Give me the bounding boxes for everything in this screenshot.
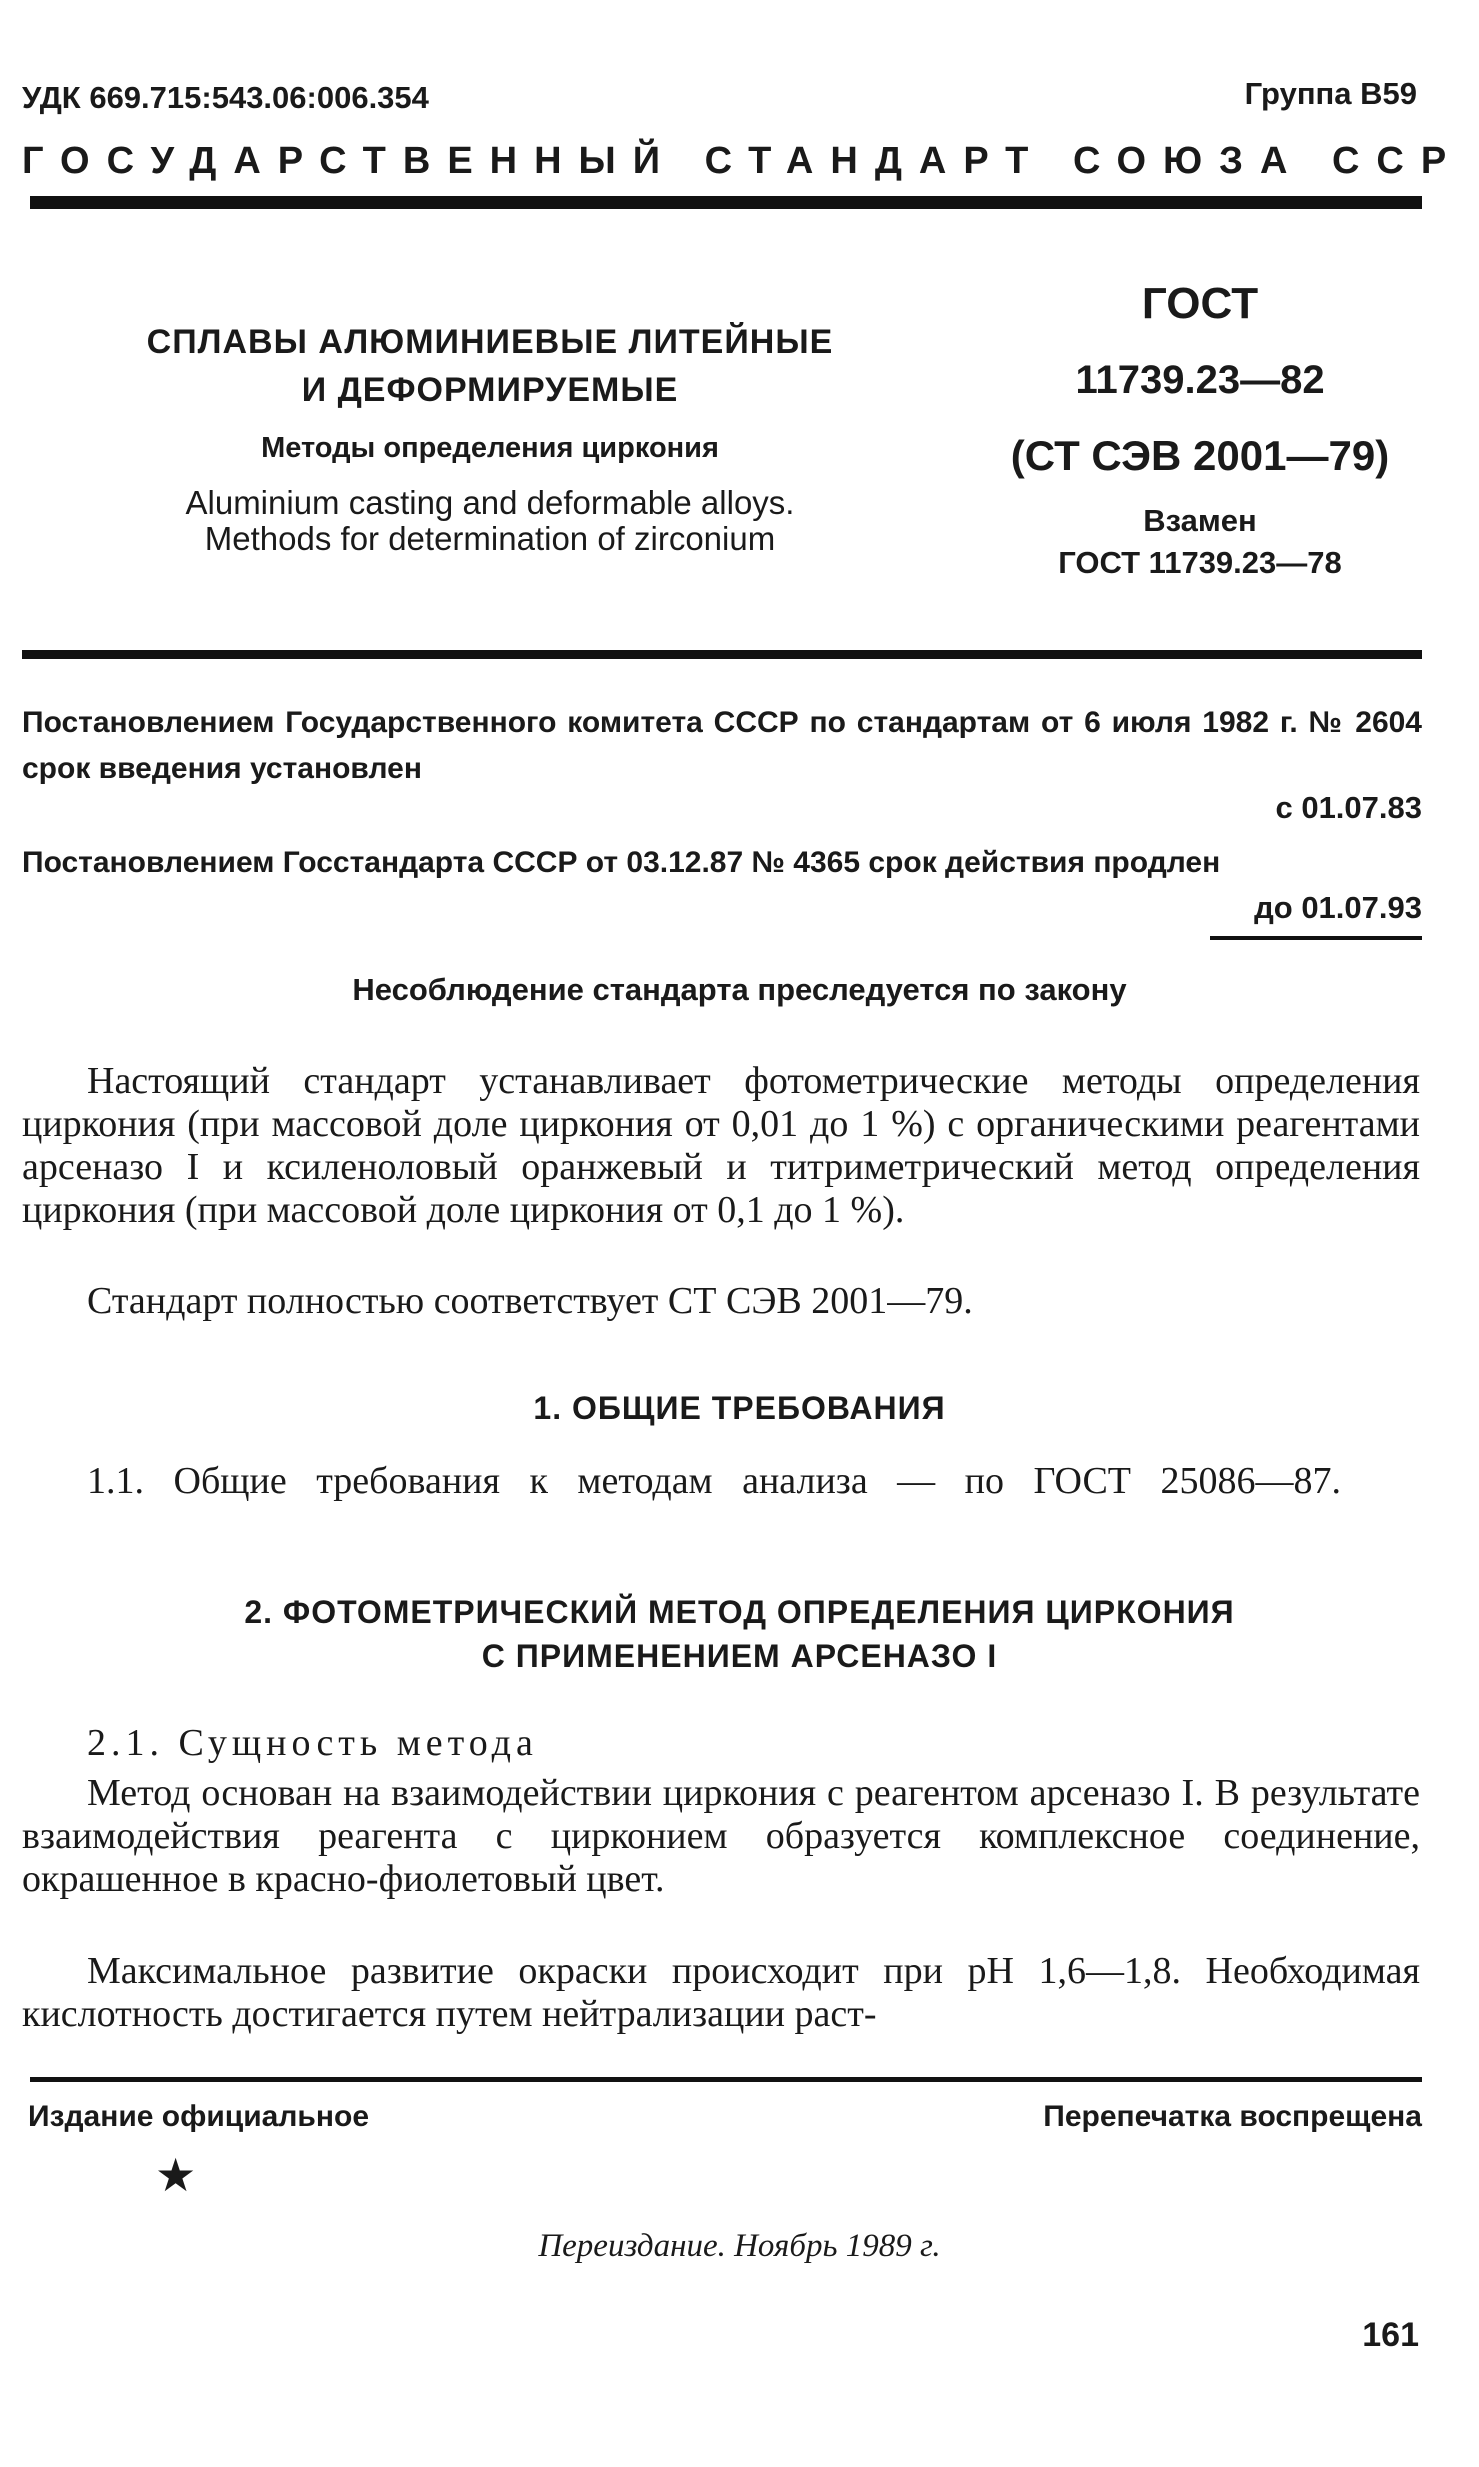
section-2-heading-line-2: С ПРИМЕНЕНИЕМ АРСЕНАЗО I bbox=[481, 1638, 998, 1674]
middle-rule bbox=[22, 650, 1422, 659]
clause-2-1-text-continued: Максимальное развитие окраски происходит при pH 1,6—1,8. Необходимая кислотность достигается путем нейтрализации раст- bbox=[22, 1950, 1420, 2035]
title-line-1: СПЛАВЫ АЛЮМИНИЕВЫЕ ЛИТЕЙНЫЕ bbox=[146, 323, 834, 361]
st-sev-number: (СТ СЭВ 2001—79) bbox=[1010, 432, 1390, 479]
gost-label: ГОСТ bbox=[1141, 279, 1259, 328]
decree-second-date: до 01.07.93 bbox=[1254, 890, 1422, 925]
udk-code: УДК 669.715:543.06:006.354 bbox=[22, 80, 429, 115]
date-underline bbox=[1210, 936, 1422, 940]
reprint-prohibited-label: Перепечатка воспрещена bbox=[1043, 2100, 1422, 2133]
official-edition-label: Издание официальное bbox=[28, 2100, 370, 2133]
top-rule bbox=[30, 196, 1422, 209]
section-1-heading: 1. ОБЩИЕ ТРЕБОВАНИЯ bbox=[533, 1390, 946, 1426]
english-title-line-2: Methods for determination of zirconium bbox=[204, 520, 776, 557]
star-icon: ★ bbox=[155, 2150, 197, 2201]
english-title-line-1: Aluminium casting and deformable alloys. bbox=[185, 484, 795, 521]
gost-number: 11739.23—82 bbox=[1075, 358, 1325, 402]
page-number: 161 bbox=[1362, 2316, 1419, 2354]
reissue-note: Переиздание. Ноябрь 1989 г. bbox=[538, 2228, 941, 2264]
footer-rule bbox=[30, 2077, 1422, 2082]
replaces-value: ГОСТ 11739.23—78 bbox=[1058, 545, 1342, 580]
clause-1-1: 1.1. Общие требования к методам анализа — по ГОСТ 25086—87. bbox=[87, 1460, 1342, 1502]
section-2-heading bbox=[0, 1590, 1479, 1678]
section-2-heading-line-1: 2. ФОТОМЕТРИЧЕСКИЙ МЕТОД ОПРЕДЕЛЕНИЯ ЦИРКОНИЯ bbox=[244, 1594, 1235, 1630]
replaces-label: Взамен bbox=[1143, 503, 1257, 538]
clause-2-1-text: Метод основан на взаимодействии циркония с реагентом арсеназо I. В результате взаимодействия реагента с цирконием образуется комплексное соединение, окрашенное в красно-фиолетовый цвет. bbox=[22, 1772, 1420, 1900]
compliance-paragraph: Стандарт полностью соответствует СТ СЭВ 2001—79. bbox=[87, 1280, 973, 1322]
intro-paragraph: Настоящий стандарт устанавливает фотометрические методы определения циркония (при массовой доле циркония от 0,01 до 1 %) с органическими реагентами арсеназо I и ксиленоловый оранжевый и титриметрический метод определения циркония (при массовой доле циркония от 0,1 до 1 %). bbox=[22, 1060, 1420, 1231]
law-notice: Несоблюдение стандарта преследуется по закону bbox=[352, 972, 1127, 1007]
group-code: Группа В59 bbox=[1244, 76, 1417, 111]
title-line-2: И ДЕФОРМИРУЕМЫЕ bbox=[301, 371, 679, 409]
decree-first: Постановлением Государственного комитета СССР по стандартам от 6 июля 1982 г. № 2604 срок введения установлен bbox=[22, 706, 1422, 785]
gost-designation bbox=[960, 274, 1440, 584]
clause-2-1-title: 2.1. Сущность метода bbox=[87, 1722, 538, 1764]
subtitle: Методы определения циркония bbox=[261, 432, 719, 464]
title-block bbox=[60, 318, 920, 557]
decree-second: Постановлением Госстандарта СССР от 03.12.87 № 4365 срок действия продлен bbox=[22, 846, 1221, 879]
state-standard-title: ГОСУДАРСТВЕННЫЙ СТАНДАРТ СОЮЗА ССР bbox=[22, 140, 1464, 182]
decree-first-date: с 01.07.83 bbox=[1275, 790, 1422, 825]
